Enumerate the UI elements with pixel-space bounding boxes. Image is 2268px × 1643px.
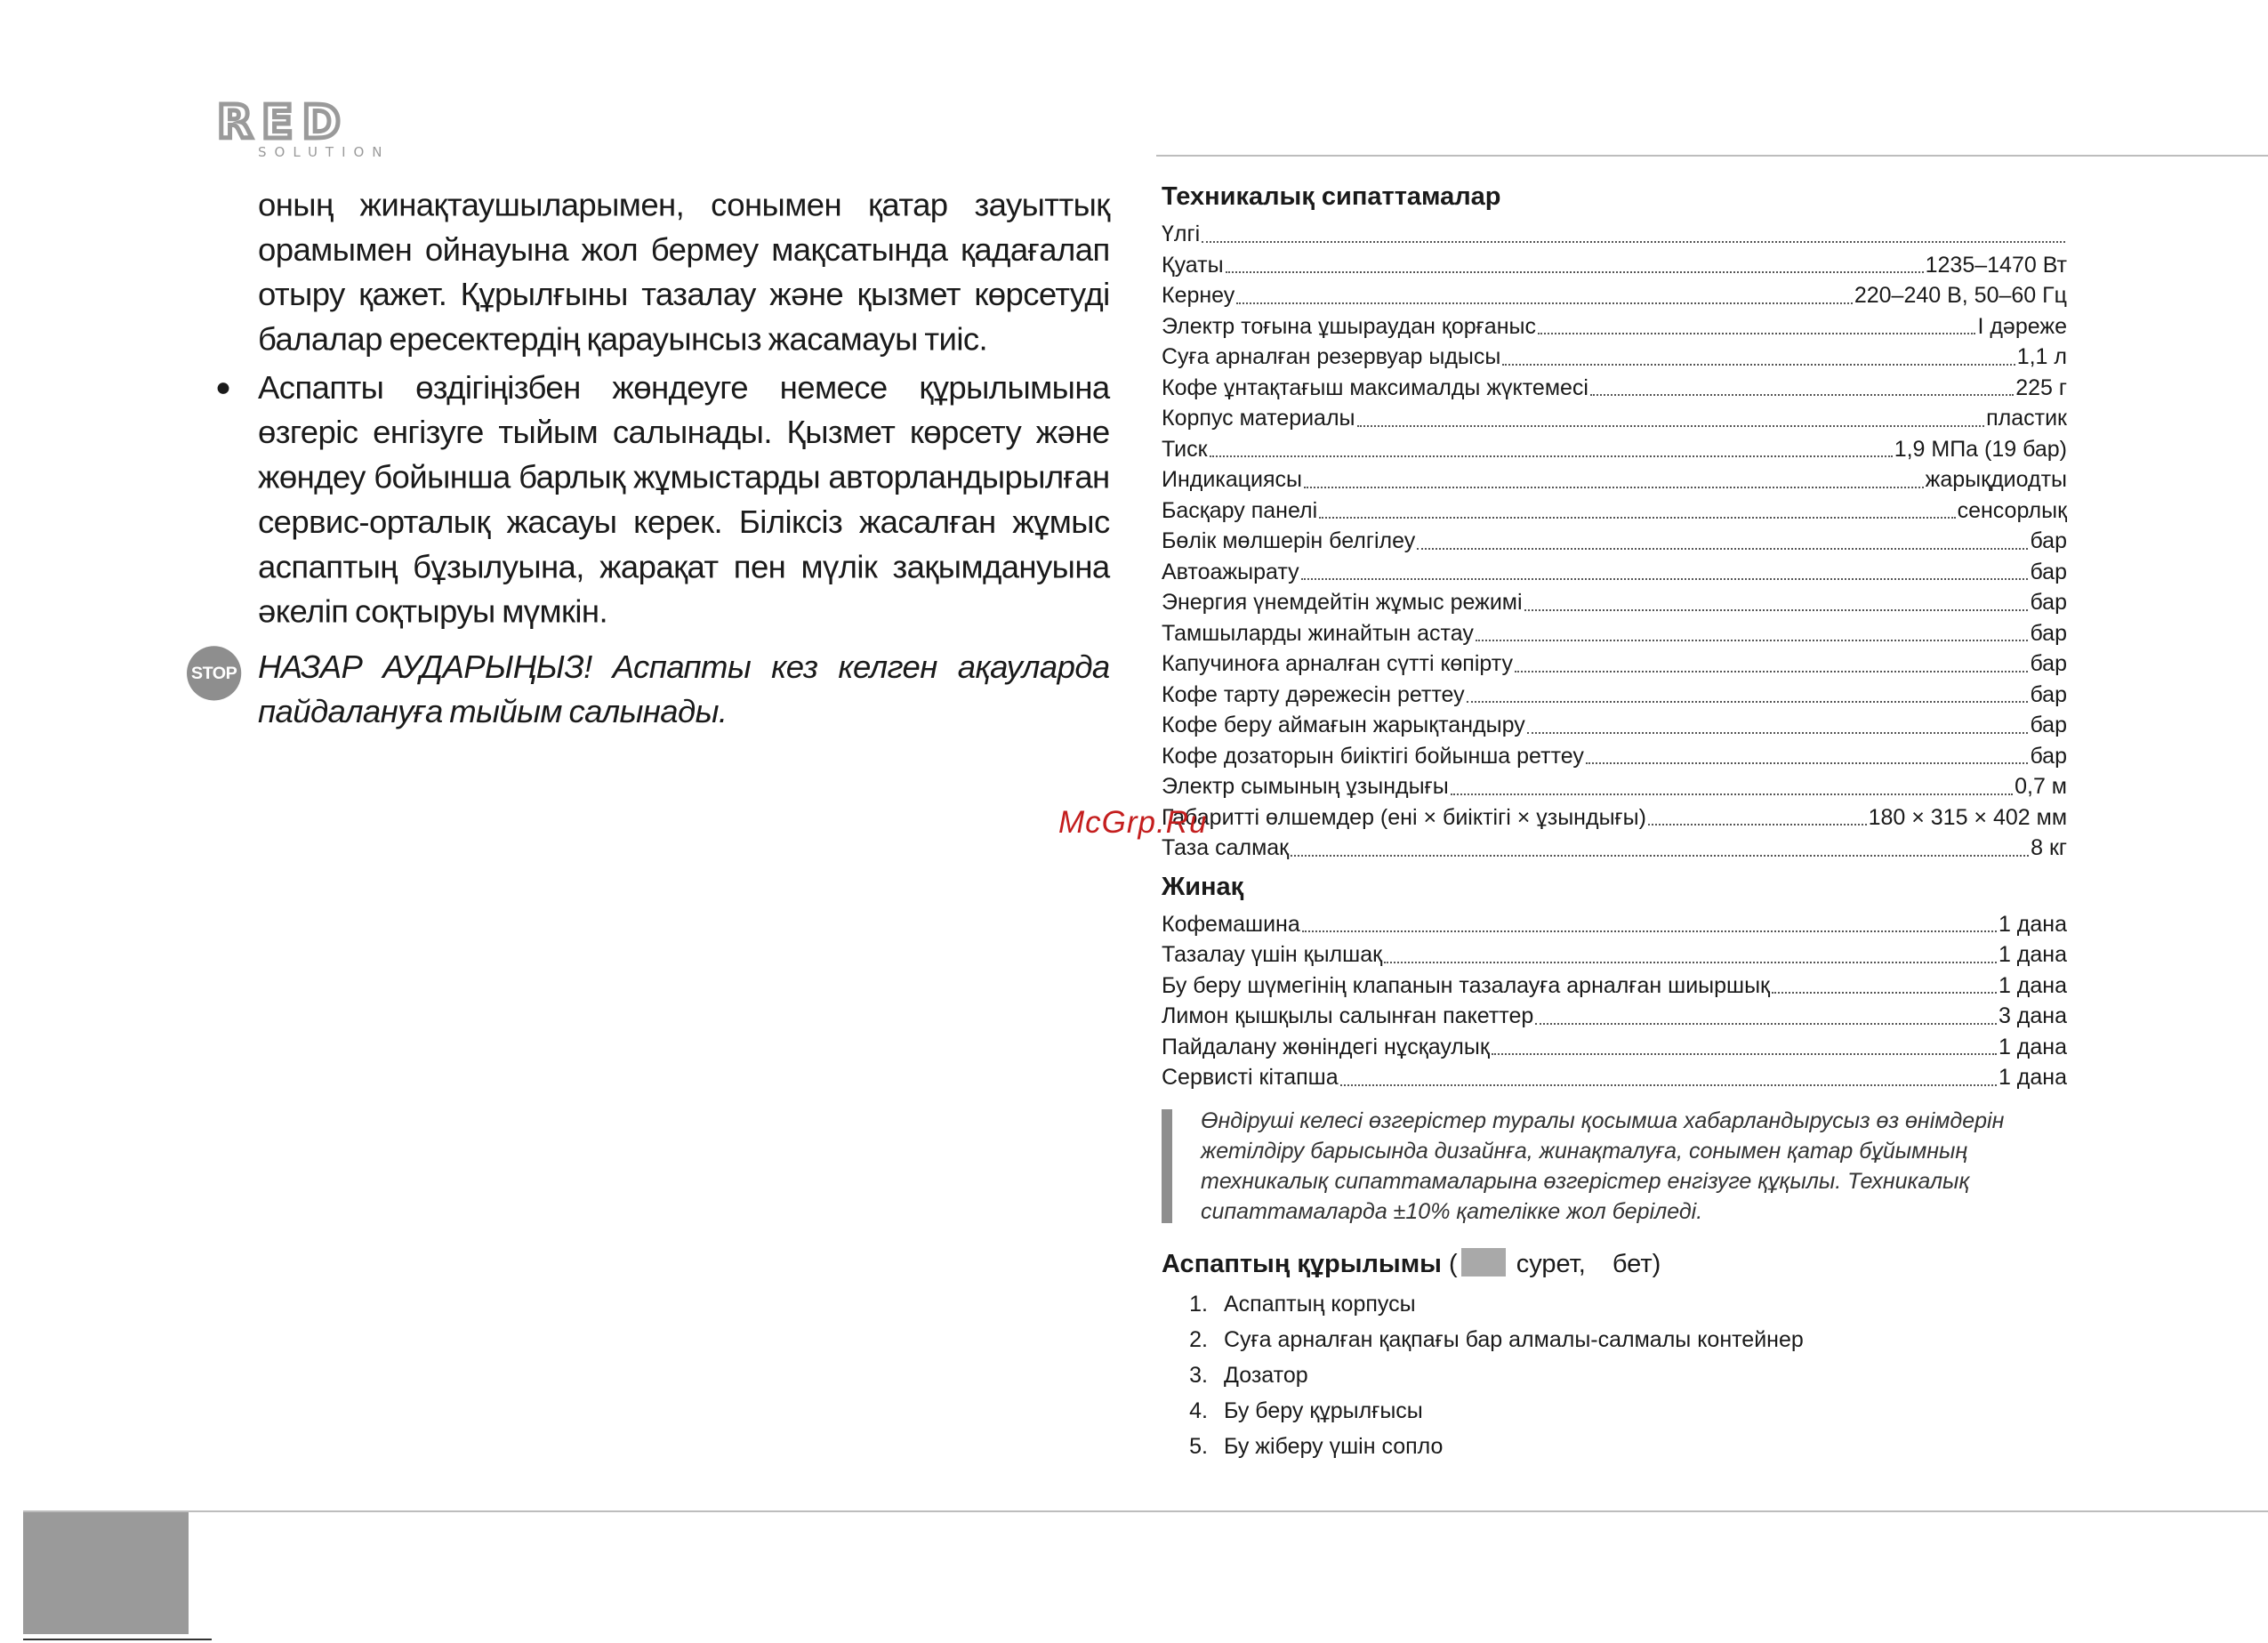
structure-item-number: 4.: [1189, 1397, 1208, 1423]
spec-row: [1162, 618, 2067, 649]
kit-list: [1162, 909, 2067, 1093]
stop-sign-icon: STOP: [187, 646, 241, 700]
kit-row-label: Сервисті кітапша: [1162, 1065, 1339, 1090]
kit-row-label: Кофемашина: [1162, 911, 1300, 937]
spec-row-value: бар: [2030, 620, 2067, 646]
kit-row: [1162, 909, 2067, 940]
spec-row-value: пластик: [1986, 406, 2067, 431]
spec-row: [1162, 495, 2067, 527]
spec-row: [1162, 373, 2067, 404]
bullet-text: Аспапты өздігіңізбен жөндеуге немесе құрылымына өзгеріс енгізуге тыйым салынады. Қызмет көрсету және жөндеу бойынша барлық жұмыстарды авторландырылған сервис-орталық жасауы керек. Біліксіз жасалған жұмыс аспаптың бұзылуына, жарақат пен мүлік зақымдануына әкеліп соқтыруы мүмкін.: [258, 369, 1110, 630]
spec-row-label: Автоажырату: [1162, 559, 1299, 584]
specs-title: Техникалық сипаттамалар: [1162, 182, 1501, 211]
spec-row-value: бар: [2030, 651, 2067, 676]
spec-row: [1162, 434, 2067, 465]
structure-item: [1162, 1286, 2067, 1322]
dot-leader: [1226, 270, 1924, 273]
spec-row: [1162, 833, 2067, 864]
dot-leader: [1451, 793, 2013, 795]
dot-leader: [1527, 731, 2029, 734]
structure-item-number: 3.: [1189, 1362, 1208, 1388]
dot-leader: [1590, 393, 2014, 396]
logo-mark: RED: [217, 96, 350, 149]
dot-leader: [1236, 302, 1853, 304]
spec-row: [1162, 219, 2067, 250]
spec-row-label: Электр сымының ұзындығы: [1162, 774, 1449, 799]
spec-row-label: Индикациясы: [1162, 467, 1303, 492]
page-ref: бет): [1612, 1249, 1661, 1278]
spec-row-value: бар: [2030, 743, 2067, 769]
dot-leader: [1210, 455, 1893, 457]
header-divider: [1156, 155, 2268, 157]
structure-item-number: 2.: [1189, 1326, 1208, 1352]
dot-leader: [1357, 424, 1985, 427]
dot-leader: [1340, 1083, 1997, 1086]
spec-row-value: 8 кг: [2031, 835, 2067, 860]
spec-row-label: Үлгі: [1162, 221, 1201, 246]
kit-row: [1162, 1032, 2067, 1063]
spec-row-label: Кернеу: [1162, 283, 1235, 308]
spec-row-label: Кофе беру аймағын жарықтандыру: [1162, 713, 1525, 737]
spec-row-label: Кофе ұнтақтағыш максималды жүктемесі: [1162, 375, 1588, 400]
left-column: [190, 182, 1110, 734]
structure-item-number: 1.: [1189, 1291, 1208, 1317]
kit-row-value: 1 дана: [1998, 942, 2067, 967]
spec-row-value: 220–240 В, 50–60 Гц: [1854, 283, 2067, 308]
figure-ref: сурет,: [1516, 1249, 1586, 1278]
spec-row-value: бар: [2030, 681, 2067, 707]
spec-row-label: Бөлік мөлшерін белгілеу: [1162, 528, 1416, 553]
bottom-rule: [23, 1639, 212, 1640]
dot-leader: [1772, 991, 1997, 994]
spec-row: [1162, 250, 2067, 281]
dot-leader: [1535, 1022, 1997, 1025]
spec-row: [1162, 680, 2067, 711]
kit-row: [1162, 1001, 2067, 1032]
dot-leader: [1319, 516, 1955, 519]
kit-row: [1162, 1062, 2067, 1093]
dot-leader: [1291, 854, 2029, 857]
right-column: [1162, 182, 2067, 1464]
figure-ref-box: [1461, 1248, 1506, 1277]
spec-row: [1162, 280, 2067, 311]
spec-row: [1162, 710, 2067, 741]
spec-row-value: I дәреже: [1977, 313, 2067, 339]
dot-leader: [1502, 363, 2015, 366]
manufacturer-note: [1162, 1106, 2067, 1227]
spec-row-value: бар: [2030, 590, 2067, 615]
kit-row-value: 3 дана: [1998, 1003, 2067, 1028]
dot-leader: [1301, 577, 2029, 580]
kit-row-value: 1 дана: [1998, 972, 2067, 998]
spec-row-label: Суға арналған резервуар ыдысы: [1162, 344, 1501, 369]
kit-row-value: 1 дана: [1998, 1034, 2067, 1059]
spec-row: [1162, 342, 2067, 373]
kit-row-label: Пайдалану жөніндегі нұсқаулық: [1162, 1034, 1490, 1059]
spec-row-label: Капучиноға арналған сүтті көпірту: [1162, 651, 1513, 676]
dot-leader: [1302, 930, 1997, 932]
warning-block: [190, 644, 1110, 734]
safety-paragraph: оның жинақтаушыларымен, сонымен қатар зауыттық орамымен ойнауына жол бермеу мақсатында қадағалап отыру қажет. Құрылғыны тазалау және қызмет көрсетуді балалар ересектердің қарауынсыз жасамауы тиіс.: [258, 186, 1110, 358]
dot-leader: [1515, 670, 2028, 673]
spec-row-label: Габаритті өлшемдер (ені × биіктігі × ұзындығы): [1162, 804, 1646, 830]
footer-divider: [23, 1510, 2268, 1512]
spec-row: [1162, 771, 2067, 802]
spec-row: [1162, 526, 2067, 557]
spec-row: [1162, 648, 2067, 680]
kit-row-label: Тазалау үшін қылшақ: [1162, 942, 1383, 967]
spec-row-value: бар: [2030, 559, 2067, 584]
spec-row-value: 180 × 315 × 402 мм: [1868, 804, 2067, 830]
spec-row-label: Кофе тарту дәрежесін реттеу: [1162, 681, 1465, 707]
dot-leader: [1304, 486, 1924, 488]
spec-row-label: Қуаты: [1162, 252, 1224, 278]
kit-row-value: 1 дана: [1998, 1065, 2067, 1090]
spec-row-label: Электр тоғына ұшыраудан қорғаныс: [1162, 313, 1536, 339]
spec-row-value: жарықдиодты: [1925, 467, 2067, 492]
spec-row-value: бар: [2030, 528, 2067, 553]
structure-item-number: 5.: [1189, 1433, 1208, 1459]
spec-row-label: Басқару панелі: [1162, 497, 1318, 523]
kit-row: [1162, 970, 2067, 1002]
dot-leader: [1524, 608, 2029, 611]
spec-row: [1162, 587, 2067, 618]
structure-item: [1162, 1429, 2067, 1464]
spec-row-label: Тиск: [1162, 436, 1208, 462]
dot-leader: [1648, 823, 1867, 826]
structure-item-text: Бу беру құрылғысы: [1224, 1397, 1423, 1423]
specs-list: [1162, 219, 2067, 864]
spec-row-value: 1235–1470 Вт: [1925, 252, 2067, 278]
spec-row: [1162, 311, 2067, 342]
dot-leader: [1384, 961, 1997, 963]
kit-row-label: Бу беру шүмегінің клапанын тазалауға арналған шиыршық: [1162, 972, 1770, 998]
warning-text: НАЗАР АУДАРЫҢЫЗ! Аспапты кез келген ақауларда пайдалануға тыйым салынады.: [258, 648, 1110, 730]
brand-logo: [217, 96, 390, 160]
page-number-box: [23, 1512, 189, 1634]
dot-leader: [1202, 240, 2065, 243]
dot-leader: [1417, 547, 2028, 550]
spec-row: [1162, 741, 2067, 772]
structure-title: Аспаптың құрылымы: [1162, 1249, 1442, 1278]
structure-heading: [1162, 1248, 2067, 1279]
paren-open: (: [1448, 1249, 1458, 1278]
spec-row-value: 1,1 л: [2016, 344, 2067, 369]
spec-row-label: Таза салмақ: [1162, 835, 1290, 860]
kit-title: Жинақ: [1162, 872, 1244, 901]
structure-item: [1162, 1322, 2067, 1357]
spec-row: [1162, 557, 2067, 588]
spec-row-value: бар: [2030, 713, 2067, 737]
structure-item-text: Бу жіберу үшін сопло: [1224, 1433, 1444, 1459]
spec-row-label: Энергия үнемдейтін жұмыс режимі: [1162, 590, 1523, 615]
structure-list: [1162, 1286, 2067, 1464]
dot-leader: [1492, 1052, 1997, 1055]
spec-row-value: сенсорлық: [1957, 497, 2067, 523]
dot-leader: [1586, 761, 2029, 764]
dot-leader: [1538, 332, 1975, 334]
kit-row: [1162, 939, 2067, 970]
bullet-dot-icon: [218, 383, 229, 394]
bullet-item: [258, 365, 1110, 633]
structure-item: [1162, 1393, 2067, 1429]
spec-row: [1162, 802, 2067, 834]
spec-row-label: Тамшыларды жинайтын астау: [1162, 620, 1474, 646]
spec-row: [1162, 403, 2067, 434]
dot-leader: [1467, 700, 2029, 703]
spec-row-value: 225 г: [2015, 375, 2067, 400]
structure-item-text: Суға арналған қақпағы бар алмалы-салмалы контейнер: [1224, 1326, 1804, 1352]
note-text: Өндіруші келесі өзгерістер туралы қосымша хабарландырусыз өз өнімдерін жетілдіру барысында дизайнға, жинақталуға, сонымен қатар бұйымның техникалық сипаттамаларына өзгерістер енгізуге құқылы. Техникалық сипаттамаларда ±10% қателікке жол беріледі.: [1201, 1107, 2005, 1224]
note-bar: [1162, 1109, 1172, 1223]
spec-row-label: Корпус материалы: [1162, 406, 1355, 431]
spec-row-label: Кофе дозаторын биіктігі бойынша реттеу: [1162, 743, 1584, 769]
logo-tagline: SOLUTION: [258, 144, 390, 160]
spec-row: [1162, 464, 2067, 495]
structure-item: [1162, 1357, 2067, 1393]
kit-row-value: 1 дана: [1998, 911, 2067, 937]
dot-leader: [1476, 639, 2029, 641]
kit-row-label: Лимон қышқылы салынған пакеттер: [1162, 1003, 1534, 1028]
structure-item-text: Дозатор: [1224, 1362, 1308, 1388]
spec-row-value: 1,9 МПа (19 бар): [1894, 436, 2067, 462]
structure-item-text: Аспаптың корпусы: [1224, 1291, 1416, 1317]
watermark: McGrp.Ru: [1058, 805, 1208, 840]
spec-row-value: 0,7 м: [2015, 774, 2067, 799]
